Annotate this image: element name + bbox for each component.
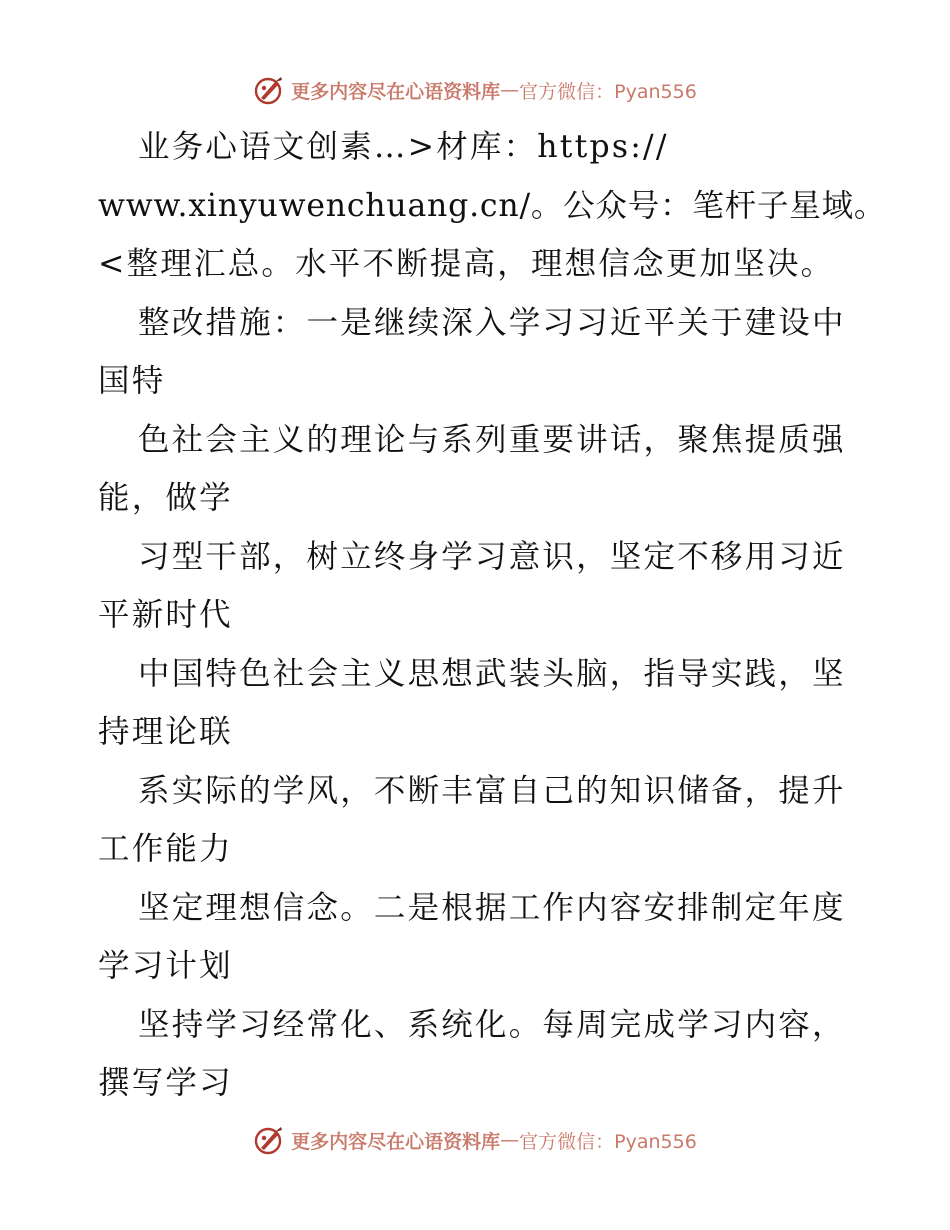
quill-logo-icon <box>253 74 285 106</box>
footer-watermark-contact: 官方微信：Pyan556 <box>519 1130 697 1153</box>
body-line: 平新时代 <box>98 597 233 633</box>
body-line: 中国特色社会主义思想武装头脑，指导实践，坚 <box>138 655 846 692</box>
body-line: 能，做学 <box>98 480 233 516</box>
document-body <box>98 118 887 1113</box>
body-line: 系实际的学风，不断丰富自己的知识储备，提升 <box>138 772 846 809</box>
body-line: www.xinyuwenchuang.cn/。公众号：笔杆子星域。 <box>98 187 887 224</box>
body-line: 坚持学习经常化、系统化。每周完成学习内容， <box>138 1006 846 1043</box>
body-line: 撰写学习 <box>98 1065 233 1101</box>
body-line: 整改措施：一是继续深入学习习近平关于建设中 <box>138 304 846 341</box>
footer-watermark-banner <box>0 1122 950 1158</box>
footer-watermark-main-text: 更多内容尽在心语资料库 <box>291 1130 501 1153</box>
body-line: 学习计划 <box>98 948 233 984</box>
header-watermark-banner <box>0 72 950 108</box>
body-line: 习型干部，树立终身学习意识，坚定不移用习近 <box>138 538 846 575</box>
body-line: 持理论联 <box>98 714 233 750</box>
body-line: <整理汇总。水平不断提高，理想信念更加坚决。 <box>98 246 835 282</box>
header-watermark-dash: — <box>500 79 520 101</box>
body-line: 坚定理想信念。二是根据工作内容安排制定年度 <box>138 889 846 926</box>
quill-logo-icon <box>253 1124 285 1156</box>
body-line: 色社会主义的理论与系列重要讲话，聚焦提质强 <box>138 421 846 458</box>
header-watermark-contact: 官方微信：Pyan556 <box>519 80 697 103</box>
body-line: 工作能力 <box>98 831 233 867</box>
header-watermark-main-text: 更多内容尽在心语资料库 <box>291 80 501 103</box>
body-line: 国特 <box>98 363 166 399</box>
body-line: 业务心语文创素…>材库：https:// <box>138 129 669 165</box>
footer-watermark-dash: — <box>500 1129 520 1151</box>
